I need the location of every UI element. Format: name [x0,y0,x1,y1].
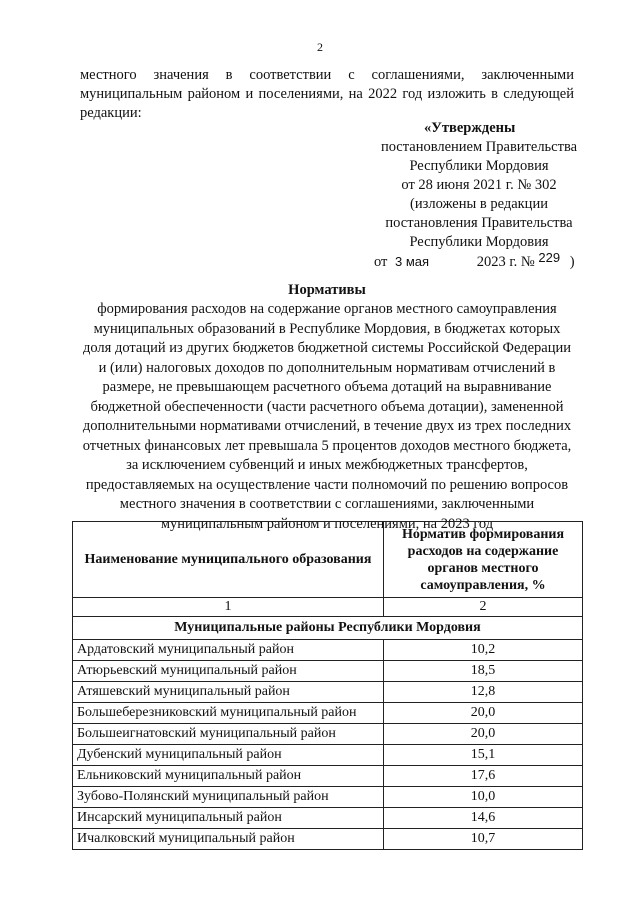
column-header-name: Наименование муниципального образования [73,522,384,598]
approval-title: «Утверждены [424,120,516,136]
table-row [73,640,583,661]
column-index-row [73,598,583,617]
table-header-row [73,522,583,598]
norms-table [72,521,583,850]
approval-date-line [364,252,594,272]
column-index: 1 [73,598,384,617]
page-number: 2 [317,40,323,54]
date-suffix: ) [569,254,575,270]
document-heading: Нормативы [288,282,366,298]
district-name: Ичалковский муниципальный район [73,829,384,850]
district-name: Ельниковский муниципальный район [73,766,384,787]
approval-line: Республики Мордовия [409,158,549,174]
district-name: Дубенский муниципальный район [73,745,384,766]
norm-value: 10,0 [384,787,583,808]
table-row [73,766,583,787]
district-name: Большеигнатовский муниципальный район [73,724,384,745]
section-title: Муниципальные районы Республики Мордовия [73,617,583,640]
date-year: 2023 г. № [476,254,535,270]
district-name: Зубово-Полянский муниципальный район [73,787,384,808]
approval-line: Республики Мордовия [409,234,549,250]
approval-line: (изложены в редакции [410,196,548,212]
date-prefix: от [374,254,388,270]
table-row [73,787,583,808]
norm-value: 10,7 [384,829,583,850]
table-row [73,724,583,745]
approval-block [364,119,594,272]
table-row [73,745,583,766]
norm-value: 17,6 [384,766,583,787]
approval-line: от 28 июня 2021 г. № 302 [401,177,557,193]
column-index: 2 [384,598,583,617]
table-row [73,661,583,682]
table-row [73,808,583,829]
table-row [73,703,583,724]
norm-value: 10,2 [384,640,583,661]
district-name: Большеберезниковский муниципальный район [73,703,384,724]
handwritten-number: 229 [538,250,561,265]
document-subheading: формирования расходов на содержание органов местного самоуправления муниципальных образований в Республике Мордовия, в бюджетах которых доля дотаций из других бюджетов бюджетной системы Российской Федерации и (или) налоговых доходов по дополнительным нормативам отчислений в размере, не превышающем расчетного объема дотаций на выравнивание бюджетной обеспеченности (части расчетного объема дотации), замененной дополнительными нормативами отчислений, в течение двух из трех последних отчетных финансовых лет превышала 5 процентов доходов местного бюджета, за исключением субвенций и иных межбюджетных трансфертов, предоставляемых на осуществление части полномочий по решению вопросов местного значения в соответствии с соглашениями, заключенными муниципальным районом и поселениями, на 2023 год [82,301,572,532]
norm-value: 20,0 [384,703,583,724]
handwritten-date: 3 мая [395,254,430,269]
norm-value: 12,8 [384,682,583,703]
section-row [73,617,583,640]
district-name: Атяшевский муниципальный район [73,682,384,703]
district-name: Ардатовский муниципальный район [73,640,384,661]
norm-value: 14,6 [384,808,583,829]
district-name: Атюрьевский муниципальный район [73,661,384,682]
table-row [73,682,583,703]
intro-paragraph: местного значения в соответствии с соглашениями, заключенными муниципальным районом и поселениями, на 2022 год изложить в следующей редакции: [80,67,574,121]
column-header-norm: Норматив формирования расходов на содержание органов местного самоуправления, % [384,522,583,598]
norm-value: 15,1 [384,745,583,766]
norm-value: 20,0 [384,724,583,745]
norm-value: 18,5 [384,661,583,682]
district-name: Инсарский муниципальный район [73,808,384,829]
approval-line: постановления Правительства [385,215,573,231]
table-row [73,829,583,850]
approval-line: постановлением Правительства [380,139,578,155]
